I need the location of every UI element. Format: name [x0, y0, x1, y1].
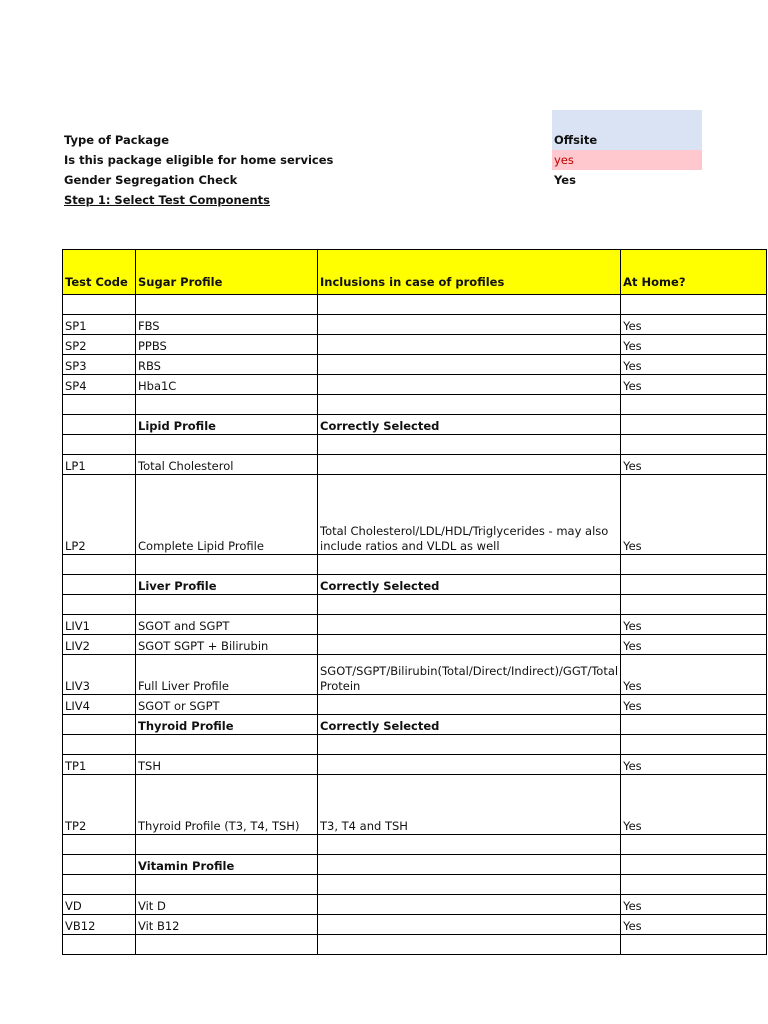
col-inclusions: Inclusions in case of profiles [318, 250, 621, 295]
cell-test-code[interactable] [63, 555, 136, 575]
cell-test-name[interactable]: Vitamin Profile [136, 855, 318, 875]
gender-check-value[interactable]: Yes [554, 173, 576, 187]
table-row [63, 295, 767, 315]
cell-test-name[interactable] [136, 835, 318, 855]
cell-inclusions[interactable] [318, 395, 621, 415]
table-row [63, 915, 767, 935]
cell-test-code[interactable]: LIV4 [63, 695, 136, 715]
cell-inclusions[interactable] [318, 755, 621, 775]
cell-test-name[interactable]: Complete Lipid Profile [136, 475, 318, 555]
cell-test-name[interactable]: SGOT and SGPT [136, 615, 318, 635]
cell-inclusions[interactable]: SGOT/SGPT/Bilirubin(Total/Direct/Indirect)/GGT/Total Protein [318, 655, 621, 695]
cell-inclusions[interactable]: Correctly Selected [318, 715, 621, 735]
step-heading: Step 1: Select Test Components [64, 193, 270, 207]
cell-test-name[interactable] [136, 735, 318, 755]
cell-inclusions[interactable] [318, 295, 621, 315]
cell-at-home[interactable]: Yes [621, 315, 767, 335]
cell-inclusions[interactable] [318, 875, 621, 895]
package-type-label: Type of Package [64, 133, 170, 147]
cell-test-code[interactable] [63, 575, 136, 595]
section-row [63, 575, 767, 595]
cell-at-home[interactable] [621, 555, 767, 575]
cell-test-name[interactable] [136, 935, 318, 955]
cell-test-name[interactable]: Thyroid Profile [136, 715, 318, 735]
cell-test-code[interactable]: LIV1 [63, 615, 136, 635]
cell-test-code[interactable]: LP2 [63, 475, 136, 555]
section-row [63, 855, 767, 875]
cell-test-code[interactable] [63, 735, 136, 755]
cell-at-home[interactable]: Yes [621, 635, 767, 655]
table-row [63, 595, 767, 615]
cell-test-name[interactable]: Hba1C [136, 375, 318, 395]
cell-at-home[interactable]: Yes [621, 335, 767, 355]
cell-test-name[interactable]: SGOT SGPT + Bilirubin [136, 635, 318, 655]
home-services-label: Is this package eligible for home services [64, 153, 334, 167]
table-row [63, 655, 767, 695]
cell-test-code[interactable] [63, 595, 136, 615]
cell-at-home[interactable] [621, 415, 767, 435]
cell-at-home[interactable] [621, 295, 767, 315]
cell-test-code[interactable] [63, 715, 136, 735]
cell-inclusions[interactable] [318, 315, 621, 335]
cell-inclusions[interactable] [318, 735, 621, 755]
cell-inclusions[interactable]: Correctly Selected [318, 575, 621, 595]
table-row [63, 375, 767, 395]
cell-at-home[interactable]: Yes [621, 475, 767, 555]
table-row [63, 555, 767, 575]
table-row [63, 935, 767, 955]
cell-test-name[interactable] [136, 435, 318, 455]
cell-test-code[interactable]: LP1 [63, 455, 136, 475]
col-sugar-profile: Sugar Profile [136, 250, 318, 295]
table-row [63, 835, 767, 855]
cell-test-code[interactable] [63, 835, 136, 855]
cell-test-code[interactable]: VB12 [63, 915, 136, 935]
cell-test-code[interactable]: TP2 [63, 775, 136, 835]
cell-at-home[interactable] [621, 835, 767, 855]
cell-test-name[interactable]: Full Liver Profile [136, 655, 318, 695]
cell-inclusions[interactable] [318, 935, 621, 955]
cell-test-name[interactable]: Lipid Profile [136, 415, 318, 435]
table-row [63, 395, 767, 415]
cell-at-home[interactable] [621, 715, 767, 735]
cell-test-code[interactable]: LIV3 [63, 655, 136, 695]
table-row [63, 735, 767, 755]
table-row [63, 695, 767, 715]
table-row [63, 355, 767, 375]
cell-inclusions[interactable] [318, 895, 621, 915]
cell-test-code[interactable]: SP4 [63, 375, 136, 395]
cell-at-home[interactable] [621, 595, 767, 615]
cell-inclusions[interactable] [318, 915, 621, 935]
cell-inclusions[interactable] [318, 595, 621, 615]
table-header-row [63, 250, 767, 295]
cell-inclusions[interactable] [318, 435, 621, 455]
package-info [64, 130, 333, 210]
cell-inclusions[interactable]: Total Cholesterol/LDL/HDL/Triglycerides - may also include ratios and VLDL as well [318, 475, 621, 555]
col-test-code: Test Code [63, 250, 136, 295]
cell-test-name[interactable] [136, 295, 318, 315]
test-components-table [62, 249, 767, 955]
cell-test-name[interactable] [136, 875, 318, 895]
cell-inclusions[interactable] [318, 355, 621, 375]
cell-at-home[interactable] [621, 575, 767, 595]
cell-test-code[interactable]: LIV2 [63, 635, 136, 655]
cell-test-name[interactable] [136, 595, 318, 615]
cell-inclusions[interactable] [318, 455, 621, 475]
home-services-value[interactable]: yes [552, 150, 702, 170]
table-row [63, 435, 767, 455]
cell-test-code[interactable]: TP1 [63, 755, 136, 775]
cell-test-name[interactable]: FBS [136, 315, 318, 335]
cell-test-name[interactable] [136, 395, 318, 415]
cell-test-code[interactable] [63, 935, 136, 955]
cell-at-home[interactable] [621, 855, 767, 875]
cell-test-name[interactable]: PPBS [136, 335, 318, 355]
cell-at-home[interactable]: Yes [621, 915, 767, 935]
cell-at-home[interactable]: Yes [621, 615, 767, 635]
cell-at-home[interactable]: Yes [621, 695, 767, 715]
cell-at-home[interactable] [621, 935, 767, 955]
cell-inclusions[interactable] [318, 555, 621, 575]
cell-at-home[interactable]: Yes [621, 375, 767, 395]
cell-at-home[interactable]: Yes [621, 895, 767, 915]
cell-test-code[interactable]: SP3 [63, 355, 136, 375]
cell-test-name[interactable] [136, 555, 318, 575]
table-row [63, 755, 767, 775]
cell-test-code[interactable] [63, 295, 136, 315]
cell-test-name[interactable]: Total Cholesterol [136, 455, 318, 475]
cell-at-home[interactable]: Yes [621, 655, 767, 695]
cell-at-home[interactable]: Yes [621, 775, 767, 835]
cell-test-code[interactable] [63, 875, 136, 895]
cell-at-home[interactable] [621, 735, 767, 755]
cell-at-home[interactable]: Yes [621, 355, 767, 375]
table-row [63, 615, 767, 635]
section-row [63, 415, 767, 435]
cell-at-home[interactable]: Yes [621, 755, 767, 775]
table-row [63, 475, 767, 555]
cell-test-code[interactable] [63, 415, 136, 435]
table-row [63, 895, 767, 915]
cell-inclusions[interactable] [318, 855, 621, 875]
cell-inclusions[interactable] [318, 615, 621, 635]
cell-at-home[interactable] [621, 395, 767, 415]
table-row [63, 875, 767, 895]
gender-check-label: Gender Segregation Check [64, 173, 238, 187]
col-at-home: At Home? [621, 250, 767, 295]
cell-test-code[interactable] [63, 855, 136, 875]
cell-test-name[interactable]: Thyroid Profile (T3, T4, TSH) [136, 775, 318, 835]
cell-test-name[interactable]: TSH [136, 755, 318, 775]
cell-inclusions[interactable] [318, 335, 621, 355]
table-row [63, 335, 767, 355]
value-header-fill [552, 110, 702, 130]
package-type-value[interactable]: Offsite [552, 130, 702, 150]
cell-inclusions[interactable] [318, 635, 621, 655]
cell-inclusions[interactable] [318, 835, 621, 855]
table-row [63, 635, 767, 655]
cell-at-home[interactable] [621, 435, 767, 455]
cell-test-name[interactable]: Vit D [136, 895, 318, 915]
cell-test-code[interactable]: SP2 [63, 335, 136, 355]
package-values [552, 110, 702, 190]
cell-test-name[interactable]: Vit B12 [136, 915, 318, 935]
cell-test-name[interactable]: RBS [136, 355, 318, 375]
table-row [63, 455, 767, 475]
cell-inclusions[interactable]: Correctly Selected [318, 415, 621, 435]
cell-at-home[interactable] [621, 875, 767, 895]
cell-test-code[interactable] [63, 395, 136, 415]
cell-test-name[interactable]: SGOT or SGPT [136, 695, 318, 715]
cell-test-code[interactable] [63, 435, 136, 455]
cell-inclusions[interactable]: T3, T4 and TSH [318, 775, 621, 835]
cell-test-code[interactable]: VD [63, 895, 136, 915]
cell-at-home[interactable]: Yes [621, 455, 767, 475]
cell-inclusions[interactable] [318, 375, 621, 395]
table-row [63, 315, 767, 335]
cell-test-name[interactable]: Liver Profile [136, 575, 318, 595]
cell-inclusions[interactable] [318, 695, 621, 715]
section-row [63, 715, 767, 735]
table-row [63, 775, 767, 835]
cell-test-code[interactable]: SP1 [63, 315, 136, 335]
